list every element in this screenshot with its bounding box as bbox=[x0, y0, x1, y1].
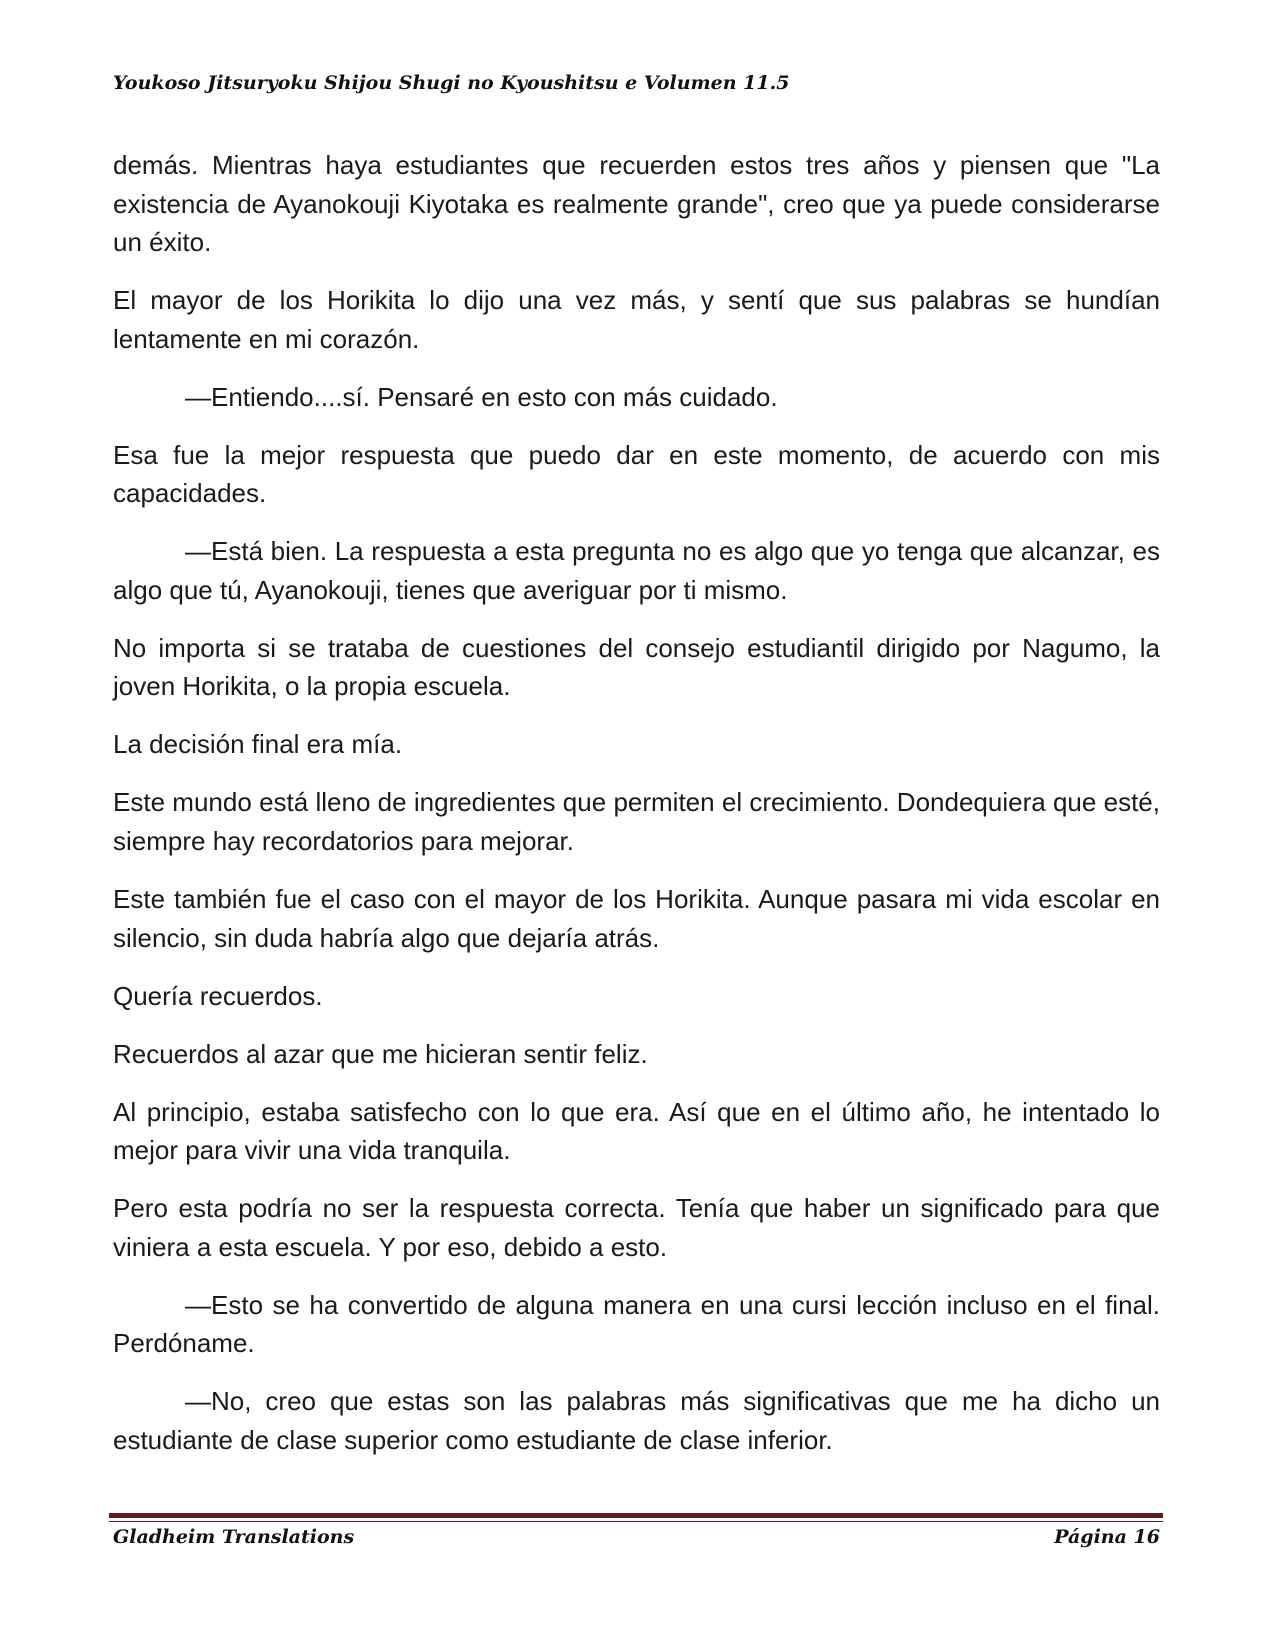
paragraph: No importa si se trataba de cuestiones del consejo estudiantil dirigido por Nagumo, la joven Horikita, o la propia escuela. bbox=[113, 632, 1160, 702]
paragraph: Pero esta podría no ser la respuesta correcta. Tenía que haber un significado para que viniera a esta escuela. Y por eso, debido a esto. bbox=[113, 1193, 1160, 1262]
running-header-title: Youkoso Jitsuryoku Shijou Shugi no Kyoushitsu e Volumen 11.5 bbox=[113, 72, 790, 94]
dialogue-paragraph: —No, creo que estas son las palabras más significativas que me ha dicho un estudiante de clase superior como estudiante de clase inferior. bbox=[113, 1386, 1160, 1455]
dialogue-paragraph: —Esto se ha convertido de alguna manera en una cursi lección incluso en el final. Perdóname. bbox=[113, 1289, 1160, 1359]
paragraph: Esa fue la mejor respuesta que puedo dar en este momento, de acuerdo con mis capacidades. bbox=[113, 439, 1160, 509]
paragraph: Al principio, estaba satisfecho con lo que era. Así que en el último año, he intentado lo mejor para vivir una vida tranquila. bbox=[113, 1096, 1160, 1166]
paragraph: Recuerdos al azar que me hicieran sentir feliz. bbox=[113, 1038, 648, 1069]
footer-divider-thin bbox=[109, 1521, 1163, 1522]
page-body bbox=[113, 146, 1160, 1479]
footer-page-number: Página 16 bbox=[1054, 1526, 1160, 1548]
dialogue-paragraph: —Está bien. La respuesta a esta pregunta no es algo que yo tenga que alcanzar, es algo que tú, Ayanokouji, tienes que averiguar por ti mismo. bbox=[113, 536, 1160, 605]
paragraph: Este mundo está lleno de ingredientes que permiten el crecimiento. Dondequiera que esté, siempre hay recordatorios para mejorar. bbox=[113, 787, 1160, 857]
paragraph: Quería recuerdos. bbox=[113, 980, 323, 1011]
dialogue-paragraph: —Entiendo....sí. Pensaré en esto con más cuidado. bbox=[185, 381, 778, 412]
footer-divider-thick bbox=[109, 1513, 1163, 1518]
paragraph: El mayor de los Horikita lo dijo una vez más, y sentí que sus palabras se hundían lentamente en mi corazón. bbox=[113, 285, 1160, 354]
paragraph: demás. Mientras haya estudiantes que recuerden estos tres años y piensen que "La existencia de Ayanokouji Kiyotaka es realmente grande", creo que ya puede considerarse un éxito. bbox=[113, 150, 1160, 258]
paragraph: Este también fue el caso con el mayor de los Horikita. Aunque pasara mi vida escolar en silencio, sin duda habría algo que dejaría atrás. bbox=[113, 884, 1160, 953]
footer-publisher: Gladheim Translations bbox=[113, 1526, 355, 1548]
paragraph: La decisión final era mía. bbox=[113, 729, 403, 760]
